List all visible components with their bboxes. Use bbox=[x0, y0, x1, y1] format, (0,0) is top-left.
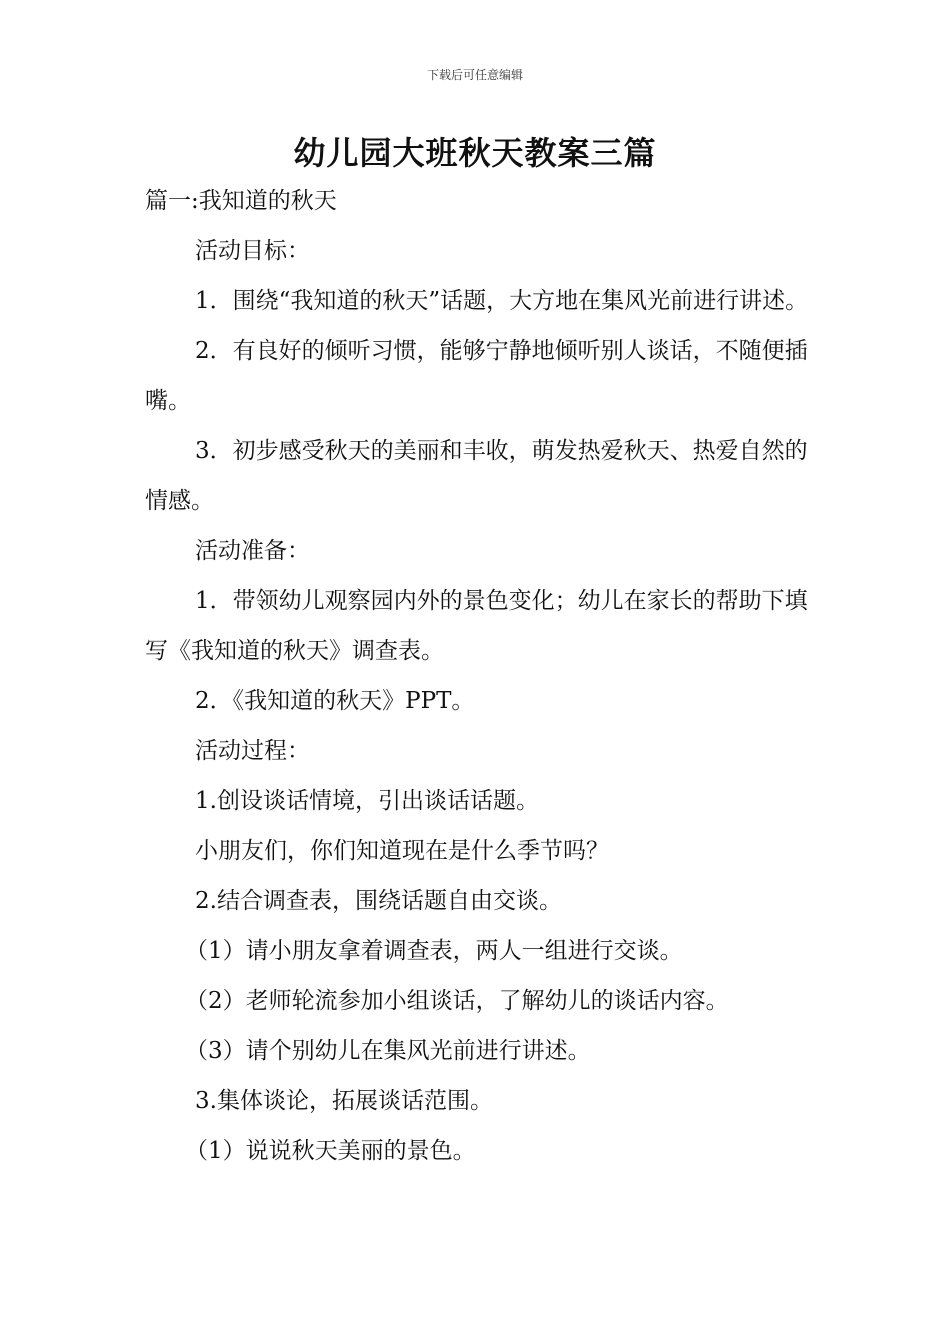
process-substep: （3）请个别幼儿在集风光前进行讲述。 bbox=[185, 1038, 591, 1064]
process-text: 小朋友们，你们知道现在是什么季节吗？ bbox=[195, 838, 609, 864]
section-heading: 篇一:我知道的秋天 bbox=[145, 188, 337, 214]
process-step: 3.集体谈论，拓展谈话范围。 bbox=[195, 1088, 493, 1114]
goal-item: 1．围绕“我知道的秋天”话题，大方地在集风光前进行讲述。 bbox=[195, 288, 809, 314]
process-step: 2.结合调查表，围绕话题自由交谈。 bbox=[195, 888, 562, 914]
process-step: 1.创设谈话情境，引出谈话话题。 bbox=[195, 788, 539, 814]
process-substep: （1）说说秋天美丽的景色。 bbox=[185, 1138, 476, 1164]
process-substep: （1）请小朋友拿着调查表，两人一组进行交谈。 bbox=[185, 938, 683, 964]
goal-item: 2．有良好的倾听习惯，能够宁静地倾听别人谈话，不随便插嘴。 bbox=[145, 338, 808, 414]
subheading-goals: 活动目标： bbox=[195, 238, 310, 264]
subheading-preparation: 活动准备： bbox=[195, 538, 310, 564]
process-substep: （2）老师轮流参加小组谈话，了解幼儿的谈话内容。 bbox=[185, 988, 729, 1014]
goal-item: 3．初步感受秋天的美丽和丰收，萌发热爱秋天、热爱自然的情感。 bbox=[145, 438, 808, 514]
preparation-item: 1．带领幼儿观察园内外的景色变化；幼儿在家长的帮助下填写《我知道的秋天》调查表。 bbox=[145, 588, 808, 664]
page-header: 下载后可任意编辑 bbox=[426, 68, 523, 82]
document-title: 幼儿园大班秋天教案三篇 bbox=[293, 134, 657, 172]
subheading-process: 活动过程： bbox=[195, 738, 310, 764]
preparation-item: 2．《我知道的秋天》PPT。 bbox=[195, 688, 475, 714]
document-body bbox=[145, 176, 810, 1176]
